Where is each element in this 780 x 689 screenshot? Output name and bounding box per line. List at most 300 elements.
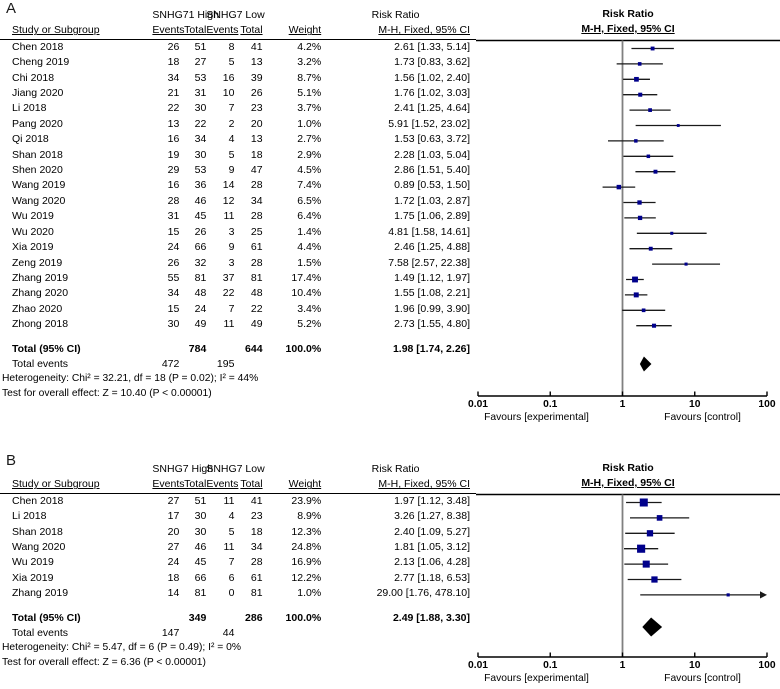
total-control: 61 [250,241,263,254]
events-experimental: 20 [167,525,180,538]
table-row [0,302,476,317]
axis-tick-label: 0.01 [467,660,489,671]
favours-control-label: Favours [control] [664,673,741,684]
table-row [0,256,476,271]
table-row [0,317,476,332]
total-experimental: 45 [194,556,207,569]
weight-value: 1.4% [297,225,322,238]
favours-experimental-label: Favours [experimental] [484,412,589,423]
total-row [0,611,476,626]
forest-plot-svg [476,8,780,428]
total-control-sum: 644 [245,342,263,355]
study-name: Zeng 2019 [12,256,63,269]
study-name: Shan 2018 [12,148,63,161]
table-row [0,178,476,193]
events-control: 2 [228,117,235,130]
panel-b-letter: B [6,452,17,469]
total-experimental: 34 [194,133,207,146]
total-control: 81 [250,271,263,284]
events-control: 11 [223,318,235,331]
effect-size-marker [649,247,653,251]
plot-subtitle: M-H, Fixed, 95% CI [581,477,675,489]
events-control: 5 [228,56,235,69]
risk-ratio-value: 2.86 [1.51, 5.40] [394,164,470,177]
effect-size-marker [634,139,637,142]
study-estimate-row [628,576,682,582]
events-experimental: 16 [167,133,180,146]
effect-size-marker [654,170,658,174]
total-events-experimental: 147 [161,627,180,640]
effect-size-marker [637,200,641,204]
events-experimental: 28 [167,194,180,207]
events-control: 4 [228,133,235,146]
axis-tick-label: 1 [619,399,626,410]
study-name: Chi 2018 [12,71,55,84]
effect-size-marker [685,263,688,266]
total-experimental: 51 [194,494,207,507]
events2-col-header: Events [206,477,234,493]
study-name: Chen 2018 [12,494,64,507]
events-experimental: 34 [167,287,180,300]
risk-ratio-value: 2.46 [1.25, 4.88] [394,241,470,254]
blank-cell [263,8,322,23]
total-control: 41 [250,494,263,507]
weight-value: 4.5% [297,164,322,177]
study-name: Wang 2019 [12,179,66,192]
table-row [0,117,476,132]
meta-analysis-table [0,462,476,641]
rr-col-header: M-H, Fixed, 95% CI [321,23,476,39]
study-estimate-row [622,308,665,312]
total-control: 28 [250,210,263,223]
study-estimate-row [636,124,721,127]
weight-value: 24.8% [291,541,322,554]
total-experimental: 30 [194,510,207,523]
effect-size-marker [632,277,638,283]
panel-b-table [0,462,476,671]
total-label: Total (95% CI) [12,611,81,624]
plot-title: Risk Ratio [602,8,654,20]
blank-cell [152,342,179,357]
pooled-risk-ratio: 2.49 [1.88, 3.30] [392,611,470,624]
weight-value: 1.0% [297,117,322,130]
risk-ratio-value: 1.96 [0.99, 3.90] [394,302,470,315]
effect-size-marker [634,292,639,297]
plot-subtitle: M-H, Fixed, 95% CI [581,23,675,35]
events-control: 6 [228,571,235,584]
total-control: 13 [250,56,263,69]
axis-tick-label: 0.1 [543,399,558,410]
risk-ratio-value: 1.76 [1.02, 3.03] [394,87,470,100]
total-control: 18 [250,525,263,538]
table-spacer [0,333,476,342]
effect-size-marker [651,47,655,51]
effect-size-marker [677,124,680,127]
total2-col-header: Total [234,477,262,493]
total-events-experimental: 472 [161,357,180,370]
axis-tick-label: 0.1 [543,660,558,671]
risk-ratio-value: 1.73 [0.83, 3.62] [394,56,470,69]
events-control: 12 [222,194,235,207]
risk-ratio-value: 2.40 [1.09, 5.27] [394,525,470,538]
blank-cell [263,626,322,641]
table-row [0,101,476,116]
effect-size-marker [657,515,663,521]
risk-ratio-value: 1.81 [1.05, 3.12] [394,541,470,554]
risk-ratio-header: Risk Ratio [371,9,420,21]
rr-col-header: M-H, Fixed, 95% CI [321,477,476,493]
events-control: 4 [228,510,235,523]
study-estimate-row [630,247,673,251]
favours-experimental-label: Favours [experimental] [484,673,589,684]
events-control: 10 [222,87,235,100]
panel-a-letter: A [6,0,17,17]
events-control: 14 [222,179,235,192]
weight-value: 3.2% [297,56,322,69]
events-control: 37 [222,271,235,284]
weight-value: 2.9% [297,148,322,161]
table-row [0,240,476,255]
pooled-risk-ratio: 1.98 [1.74, 2.26] [392,342,470,355]
total-control: 23 [250,102,263,115]
total-experimental: 27 [194,56,207,69]
events-control: 9 [228,164,235,177]
axis-tick-label: 0.01 [467,399,489,410]
risk-ratio-value: 1.97 [1.12, 3.48] [394,494,470,507]
study-name: Zhong 2018 [12,318,69,331]
study-name: Zhao 2020 [12,302,63,315]
blank-cell [179,626,206,641]
study-estimate-row [617,62,663,66]
events-control: 3 [228,256,235,269]
weight-value: 4.4% [297,241,322,254]
effect-size-marker [638,93,642,97]
total-events-row [0,626,476,641]
risk-ratio-value: 0.89 [0.53, 1.50] [394,179,470,192]
panel-a-table [0,8,476,402]
total-experimental: 66 [194,571,207,584]
study-name: Shen 2020 [12,164,63,177]
weight-value: 5.2% [297,318,322,331]
events-experimental: 19 [167,148,180,161]
study-name: Li 2018 [12,510,47,523]
total-experimental: 46 [194,541,207,554]
events-control: 3 [228,225,235,238]
total-experimental: 51 [194,40,207,53]
ci-truncation-arrow [760,591,767,598]
table-row [0,132,476,147]
effect-size-marker [637,545,645,553]
total-control: 23 [250,510,263,523]
plot-title: Risk Ratio [602,462,654,474]
weight-value: 10.4% [291,287,322,300]
study-estimate-row [626,498,662,506]
total-experimental-sum: 349 [188,611,207,624]
events-experimental: 34 [167,71,180,84]
total-experimental: 24 [194,302,207,315]
blank-cell [0,8,152,23]
study-name: Qi 2018 [12,133,49,146]
total-control: 26 [250,87,263,100]
total-experimental: 26 [194,225,207,238]
weight-value: 8.7% [297,71,322,84]
study-name: Wang 2020 [12,194,66,207]
blank-cell [0,462,152,477]
blank-cell [263,357,322,372]
risk-ratio-value: 1.55 [1.08, 2.21] [394,287,470,300]
study-estimate-row [640,591,767,598]
study-name: Xia 2019 [12,241,54,254]
events-control: 22 [222,287,235,300]
events-experimental: 30 [167,318,180,331]
effect-size-marker [634,77,639,82]
total-experimental: 30 [194,102,207,115]
total-control: 28 [250,556,263,569]
total-experimental: 31 [194,87,207,100]
table-row [0,148,476,163]
study-estimate-row [623,155,673,159]
study-estimate-row [624,561,668,568]
weight-value: 12.2% [291,571,322,584]
total-control: 61 [250,571,263,584]
total-control-sum: 286 [245,611,263,624]
effect-size-marker [647,530,653,536]
events-experimental: 26 [167,256,180,269]
pooled-effect-diamond [640,357,652,372]
weight-value: 5.1% [297,87,322,100]
events-experimental: 26 [167,40,180,53]
axis-tick-label: 100 [758,660,776,671]
weight-value: 17.4% [291,271,322,284]
study-estimate-row [623,77,650,82]
study-name: Pang 2020 [12,117,63,130]
heterogeneity-statistic: Heterogeneity: Chi² = 32.21, df = 18 (P = 0.02); I² = 44% [2,373,259,385]
total2-col-header: Total [234,23,262,39]
table-row [0,271,476,286]
table-row [0,555,476,570]
risk-ratio-value: 2.73 [1.55, 4.80] [394,318,470,331]
table-row [0,194,476,209]
table-row [0,540,476,555]
effect-size-marker [648,108,652,112]
total-label: Total (95% CI) [12,342,81,355]
study-estimate-row [624,216,655,220]
events1-col-header: Events [152,23,179,39]
heterogeneity-statistic: Heterogeneity: Chi² = 5.47, df = 6 (P = 0.49); I² = 0% [2,642,242,654]
panel-b [0,452,780,689]
total-control: 34 [250,541,263,554]
study-estimate-row [636,324,671,328]
events-experimental: 24 [167,556,180,569]
events-experimental: 21 [167,87,180,100]
risk-ratio-value: 2.41 [1.25, 4.64] [394,102,470,115]
weight-value: 16.9% [291,556,322,569]
events-control: 8 [228,40,235,53]
weight-col-header: Weight [263,477,322,493]
study-name: Zhang 2019 [12,587,69,600]
risk-ratio-value: 1.56 [1.02, 2.40] [394,71,470,84]
risk-ratio-value: 1.72 [1.03, 2.87] [394,194,470,207]
study-col-header: Study or Subgroup [0,23,152,39]
total-experimental: 32 [194,256,207,269]
table-row [0,86,476,101]
total-experimental: 30 [194,525,207,538]
table-row [0,225,476,240]
study-col-header: Study or Subgroup [0,477,152,493]
risk-ratio-header: Risk Ratio [371,463,420,475]
total-events-label: Total events [12,627,69,640]
events1-col-header: Events [152,477,179,493]
table-row [0,209,476,224]
study-name: Wang 2020 [12,541,66,554]
weight-value: 8.9% [297,510,322,523]
study-name: Cheng 2019 [12,56,70,69]
risk-ratio-value: 5.91 [1.52, 23.02] [388,117,470,130]
total-control: 34 [250,194,263,207]
total-events-control: 195 [216,357,235,370]
events-experimental: 55 [167,271,180,284]
study-name: Xia 2019 [12,571,54,584]
total-control: 25 [250,225,263,238]
table-row [0,55,476,70]
total-control: 22 [250,302,263,315]
blank-cell [206,611,234,626]
events-experimental: 16 [167,179,180,192]
risk-ratio-value: 2.13 [1.06, 4.28] [394,556,470,569]
weight-value: 6.4% [297,210,322,223]
events-experimental: 13 [167,117,180,130]
total-events-control: 44 [222,627,235,640]
events-control: 7 [228,302,235,315]
total-experimental: 22 [194,117,207,130]
total-experimental: 36 [194,179,207,192]
blank-cell [206,342,234,357]
table-row [0,39,476,55]
events-experimental: 18 [167,56,180,69]
study-estimate-row [624,545,658,553]
study-name: Zhang 2019 [12,271,69,284]
study-name: Zhang 2020 [12,287,69,300]
weight-value: 4.2% [297,40,322,53]
risk-ratio-value: 4.81 [1.58, 14.61] [388,225,470,238]
events-experimental: 24 [167,241,180,254]
total-experimental: 66 [194,241,207,254]
events-experimental: 14 [167,587,180,600]
total-control: 81 [250,587,263,600]
blank-cell [321,626,476,641]
total-control: 49 [250,318,263,331]
column-header-row [0,477,476,493]
total-control: 13 [250,133,263,146]
study-estimate-row [625,292,647,297]
study-estimate-row [623,200,655,204]
events-control: 5 [228,148,235,161]
weight-value: 6.5% [297,194,322,207]
column-header-row [0,23,476,39]
weight-value: 2.7% [297,133,322,146]
group-header-row [0,462,476,477]
events-experimental: 27 [167,494,180,507]
table-row [0,571,476,586]
total-row [0,342,476,357]
study-estimate-row [631,47,673,51]
events-experimental: 31 [167,210,180,223]
study-estimate-row [652,263,720,266]
total-experimental: 30 [194,148,207,161]
panel-a-forest-plot [467,8,780,428]
risk-ratio-value: 3.26 [1.27, 8.38] [394,510,470,523]
total-experimental-sum: 784 [188,342,207,355]
total-weight: 100.0% [285,611,322,624]
weight-value: 23.9% [291,494,322,507]
table-row [0,286,476,301]
events-experimental: 29 [167,164,180,177]
axis-tick-label: 100 [758,399,776,410]
total-events-row [0,357,476,372]
forest-plot-svg [476,462,780,682]
total-control: 41 [250,40,263,53]
table-row [0,509,476,524]
weight-value: 7.4% [297,179,322,192]
effect-size-marker [670,232,673,235]
table-row [0,586,476,601]
blank-cell [234,357,262,372]
study-name: Jiang 2020 [12,87,64,100]
risk-ratio-value: 1.75 [1.06, 2.89] [394,210,470,223]
risk-ratio-value: 29.00 [1.76, 478.10] [376,587,470,600]
favours-control-label: Favours [control] [664,412,741,423]
table-row [0,163,476,178]
study-estimate-row [630,515,689,521]
events-control: 7 [228,556,235,569]
blank-cell [179,357,206,372]
effect-size-marker [638,216,642,220]
risk-ratio-value: 2.28 [1.03, 5.04] [394,148,470,161]
overall-effect-test: Test for overall effect: Z = 6.36 (P < 0.00001) [2,657,206,669]
total-experimental: 53 [194,71,207,84]
effect-size-marker [652,324,656,328]
weight-value: 1.0% [297,587,322,600]
total-control: 47 [250,164,263,177]
events-experimental: 15 [167,225,180,238]
weight-value: 3.4% [297,302,322,315]
axis-tick-label: 10 [689,660,701,671]
total-control: 18 [250,148,263,161]
risk-ratio-value: 2.77 [1.18, 6.53] [394,571,470,584]
events-experimental: 18 [167,571,180,584]
study-name: Wu 2019 [12,556,54,569]
events-control: 11 [223,541,235,554]
table-spacer [0,602,476,611]
events-experimental: 27 [167,541,180,554]
events-control: 5 [228,525,235,538]
events-experimental: 15 [167,302,180,315]
effect-size-marker [727,593,730,596]
blank-cell [152,611,179,626]
weight-value: 12.3% [291,525,322,538]
study-name: Li 2018 [12,102,47,115]
group-header-row [0,8,476,23]
group1-header: SNHG7 High [152,463,214,475]
weight-value: 1.5% [297,256,322,269]
study-name: Wu 2019 [12,210,54,223]
meta-analysis-table [0,8,476,372]
total-events-label: Total events [12,357,69,370]
blank-cell [321,357,476,372]
effect-size-marker [647,155,651,159]
effect-size-marker [640,498,648,506]
events-control: 11 [223,210,235,223]
